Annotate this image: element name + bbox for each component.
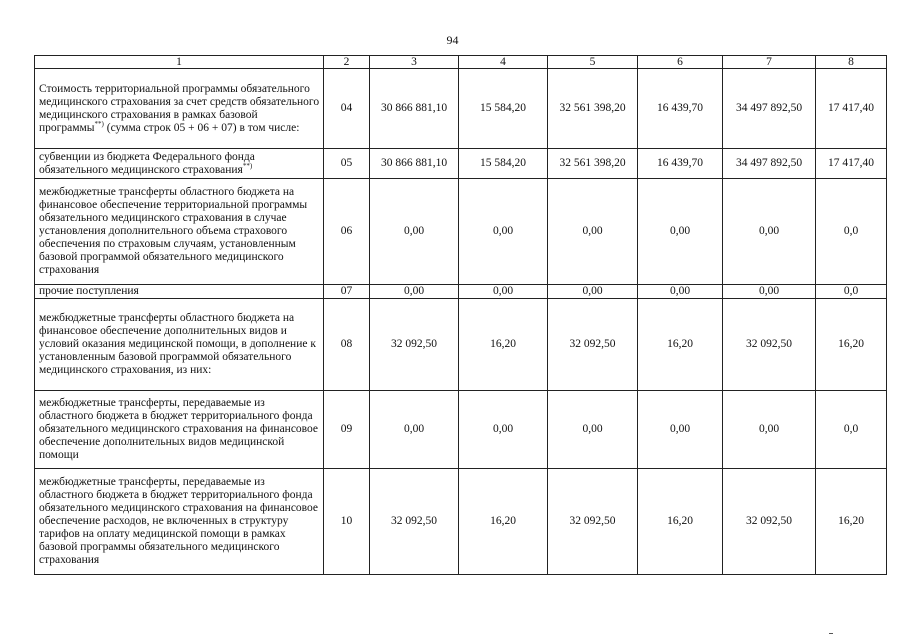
row-description: межбюджетные трансферты, передаваемые из областного бюджета в бюджет территориального фонда обязательного медицинского страхования на финансовое обеспечение расходов, не включенных в структуру тарифов на оплату медицинской помощи в рамках базовой программы обязательного медицинского страхования — [35, 469, 324, 575]
cell-col-8: 0,0 — [816, 285, 887, 299]
footnote-mark: **) — [242, 161, 253, 170]
cell-col-3: 30 866 881,10 — [370, 69, 459, 149]
cell-col-7: 32 092,50 — [723, 469, 816, 575]
header-col-8: 8 — [816, 56, 887, 69]
cell-col-6: 16 439,70 — [638, 69, 723, 149]
cell-col-7: 34 497 892,50 — [723, 149, 816, 179]
row-description: прочие поступления — [35, 285, 324, 299]
row-code: 06 — [324, 179, 370, 285]
cell-col-6: 0,00 — [638, 285, 723, 299]
row-code: 09 — [324, 391, 370, 469]
footnote-mark: **) — [94, 119, 104, 128]
cell-col-6: 16,20 — [638, 469, 723, 575]
cell-col-4: 0,00 — [459, 391, 548, 469]
cell-col-5: 32 092,50 — [548, 299, 638, 391]
cell-col-5: 0,00 — [548, 391, 638, 469]
row-description: субвенции из бюджета Федерального фонда обязательного медицинского страхования**) — [35, 149, 324, 179]
table-row — [35, 69, 887, 149]
cell-col-4: 16,20 — [459, 469, 548, 575]
cell-col-6: 16,20 — [638, 299, 723, 391]
cell-col-3: 0,00 — [370, 391, 459, 469]
header-col-4: 4 — [459, 56, 548, 69]
header-col-3: 3 — [370, 56, 459, 69]
table-row — [35, 469, 887, 575]
row-code: 08 — [324, 299, 370, 391]
cell-col-6: 0,00 — [638, 391, 723, 469]
budget-table — [34, 55, 887, 575]
cell-col-8: 16,20 — [816, 469, 887, 575]
header-col-7: 7 — [723, 56, 816, 69]
cell-col-3: 0,00 — [370, 285, 459, 299]
row-description: межбюджетные трансферты областного бюджета на финансовое обеспечение дополнительных видов и условий оказания медицинской помощи, в дополнение к установленным базовой программой обязательного медицинского страхования, из них: — [35, 299, 324, 391]
row-code: 05 — [324, 149, 370, 179]
cell-col-8: 0,0 — [816, 179, 887, 285]
header-col-6: 6 — [638, 56, 723, 69]
cell-col-6: 0,00 — [638, 179, 723, 285]
cell-col-4: 0,00 — [459, 179, 548, 285]
cell-col-6: 16 439,70 — [638, 149, 723, 179]
row-description: межбюджетные трансферты, передаваемые из областного бюджета в бюджет территориального фонда обязательного медицинского страхования на финансовое обеспечение дополнительных видов медицинской помощи — [35, 391, 324, 469]
cell-col-5: 32 561 398,20 — [548, 149, 638, 179]
cell-col-7: 0,00 — [723, 179, 816, 285]
cell-col-5: 0,00 — [548, 285, 638, 299]
cell-col-5: 32 561 398,20 — [548, 69, 638, 149]
cell-col-3: 30 866 881,10 — [370, 149, 459, 179]
cell-col-4: 15 584,20 — [459, 149, 548, 179]
cell-col-3: 32 092,50 — [370, 469, 459, 575]
page-number: 94 — [446, 33, 459, 47]
table-row — [35, 285, 887, 299]
cell-col-4: 0,00 — [459, 285, 548, 299]
cell-col-5: 32 092,50 — [548, 469, 638, 575]
cell-col-7: 32 092,50 — [723, 299, 816, 391]
row-code: 04 — [324, 69, 370, 149]
cell-col-4: 16,20 — [459, 299, 548, 391]
cell-col-5: 0,00 — [548, 179, 638, 285]
cell-col-8: 16,20 — [816, 299, 887, 391]
header-col-1: 1 — [35, 56, 324, 69]
cell-col-7: 34 497 892,50 — [723, 69, 816, 149]
table-row — [35, 149, 887, 179]
header-row — [35, 56, 887, 69]
cell-col-3: 32 092,50 — [370, 299, 459, 391]
cell-col-8: 0,0 — [816, 391, 887, 469]
cell-col-3: 0,00 — [370, 179, 459, 285]
row-code: 07 — [324, 285, 370, 299]
table-row — [35, 299, 887, 391]
row-code: 10 — [324, 469, 370, 575]
scan-mark — [829, 633, 833, 634]
row-description: Стоимость территориальной программы обязательного медицинского страхования за счет средств обязательного медицинского страхования в рамках базовой программы**) (сумма строк 05 + 06 + 07) в том числе: — [35, 69, 324, 149]
cell-col-7: 0,00 — [723, 285, 816, 299]
header-col-5: 5 — [548, 56, 638, 69]
cell-col-4: 15 584,20 — [459, 69, 548, 149]
table-row — [35, 391, 887, 469]
cell-col-8: 17 417,40 — [816, 69, 887, 149]
table-row — [35, 179, 887, 285]
cell-col-8: 17 417,40 — [816, 149, 887, 179]
row-description: межбюджетные трансферты областного бюджета на финансовое обеспечение территориальной программы обязательного медицинского страхования в случае установления дополнительного объема страхового обеспечения по страховым случаям, установленным базовой программой обязательного медицинского страхования — [35, 179, 324, 285]
cell-col-7: 0,00 — [723, 391, 816, 469]
header-col-2: 2 — [324, 56, 370, 69]
